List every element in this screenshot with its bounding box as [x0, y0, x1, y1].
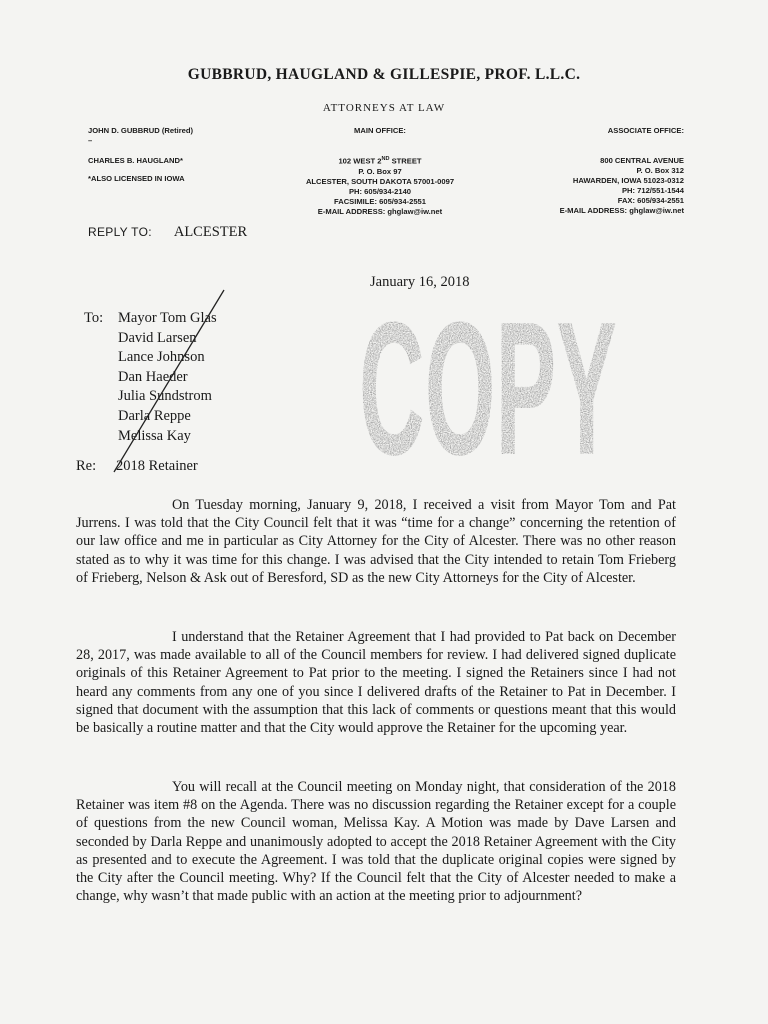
associate-office-box: P. O. Box 312 [636, 166, 684, 175]
main-office-fax: FACSIMILE: 605/934-2551 [333, 196, 426, 206]
associate-office-heading: ASSOCIATE OFFICE: [607, 126, 684, 135]
main-office-box: P. O. Box 97 [358, 166, 402, 176]
re-label: Re: [76, 458, 97, 474]
associate-office-city: HAWARDEN, IOWA 51023-0312 [572, 176, 684, 185]
recipient: David Larsen [118, 329, 197, 346]
body-paragraph-3-text: You will recall at the Council meeting on Monday night, that consideration of the 2018 Retainer was item #8 on the Agenda. There was no discussion regarding the Retainer except for a couple of questions from the new Council woman, Melissa Kay. A Motion was made by Dave Larsen and seconded by Darla Reppe and unanimously adopted to accept the 2018 Retainer Agreement with the City as presented and to execute the Agreement. I was told that the duplicate original copies were signed by the City after the Council meeting. Why? If the Council felt that the City of Alcester needed to make a change, why wasn’t that made public with an action at the meeting prior to adjournment? [76, 779, 676, 905]
body-paragraph-2-text: I understand that the Retainer Agreement that I had provided to Pat back on December 28, 2017, was made available to all of the Council members for review. I had delivered signed duplicate originals of this Retainer Agreement to Pat prior to the meeting. I signed the Retainers since I had not heard any comments from any one of you since I delivered drafts of the Retainer to Pat in December. I signed that document with the assumption that this lack of comments or questions meant that this would be basically a routine matter and that the City would approve the Retainer for the upcoming year. [76, 629, 676, 737]
associate-office-street: 800 CENTRAL AVENUE [600, 156, 684, 165]
main-office-city: ALCESTER, SOUTH DAKOTA 57001-0097 [305, 176, 455, 186]
firm-subtitle: ATTORNEYS AT LAW [322, 102, 446, 114]
main-office-heading: MAIN OFFICE: [354, 126, 406, 135]
recipient: Dan Haeder [118, 368, 188, 385]
letter-date: January 16, 2018 [370, 274, 470, 290]
recipient: Lance Johnson [118, 349, 205, 366]
copy-stamp-text: COPY [359, 288, 617, 460]
recipient: Julia Sundstrom [118, 388, 212, 405]
associate-office-fax: FAX: 605/934-2551 [617, 196, 684, 205]
associate-office-phone: PH: 712/551-1544 [621, 186, 684, 195]
licensing-note: *ALSO LICENSED IN IOWA [88, 174, 185, 183]
attorney-1: JOHN D. GUBBRUD (Retired) [88, 126, 194, 135]
re-value: 2018 Retainer [116, 458, 198, 474]
reply-to [88, 224, 247, 241]
handwritten-slash-mark [102, 286, 232, 476]
main-office-email: E-MAIL ADDRESS: ghglaw@iw.net [317, 206, 443, 216]
recipient: Melissa Kay [118, 427, 191, 444]
to-label: To: [84, 310, 104, 326]
main-office-street: 102 WEST 2ND STREET [338, 156, 422, 166]
recipient: Darla Reppe [118, 407, 191, 424]
reply-to-value: ALCESTER [173, 224, 248, 240]
subject-line [76, 458, 198, 475]
reply-to-label: REPLY TO: [88, 225, 152, 239]
attorney-dash: – [88, 136, 93, 145]
body-paragraph-1 [76, 496, 676, 587]
body-paragraph-2 [76, 628, 676, 737]
body-paragraph-1-text: On Tuesday morning, January 9, 2018, I received a visit from Mayor Tom and Pat Jurrens. I was told that the City Council felt that it was “time for a change” concerning the retention of our law office and me in particular as City Attorney for the City of Alcester. There was no other reason stated as to why it was time for this change. I was advised that the City intended to retain Tom Frieberg of Frieberg, Nelson & Ask out of Beresford, SD as the new City Attorneys for the City of Alcester. [76, 497, 676, 586]
attorney-2: CHARLES B. HAUGLAND* [88, 156, 183, 165]
firm-name: GUBBRUD, HAUGLAND & GILLESPIE, PROF. L.L.C. [187, 66, 581, 83]
copy-stamp [356, 288, 620, 460]
body-paragraph-3 [76, 778, 676, 905]
associate-office-email: E-MAIL ADDRESS: ghglaw@iw.net [559, 206, 684, 215]
main-office-phone: PH: 605/934-2140 [348, 186, 412, 196]
recipient: Mayor Tom Glas [118, 310, 217, 326]
associate-office [500, 126, 684, 216]
main-office [270, 126, 490, 217]
